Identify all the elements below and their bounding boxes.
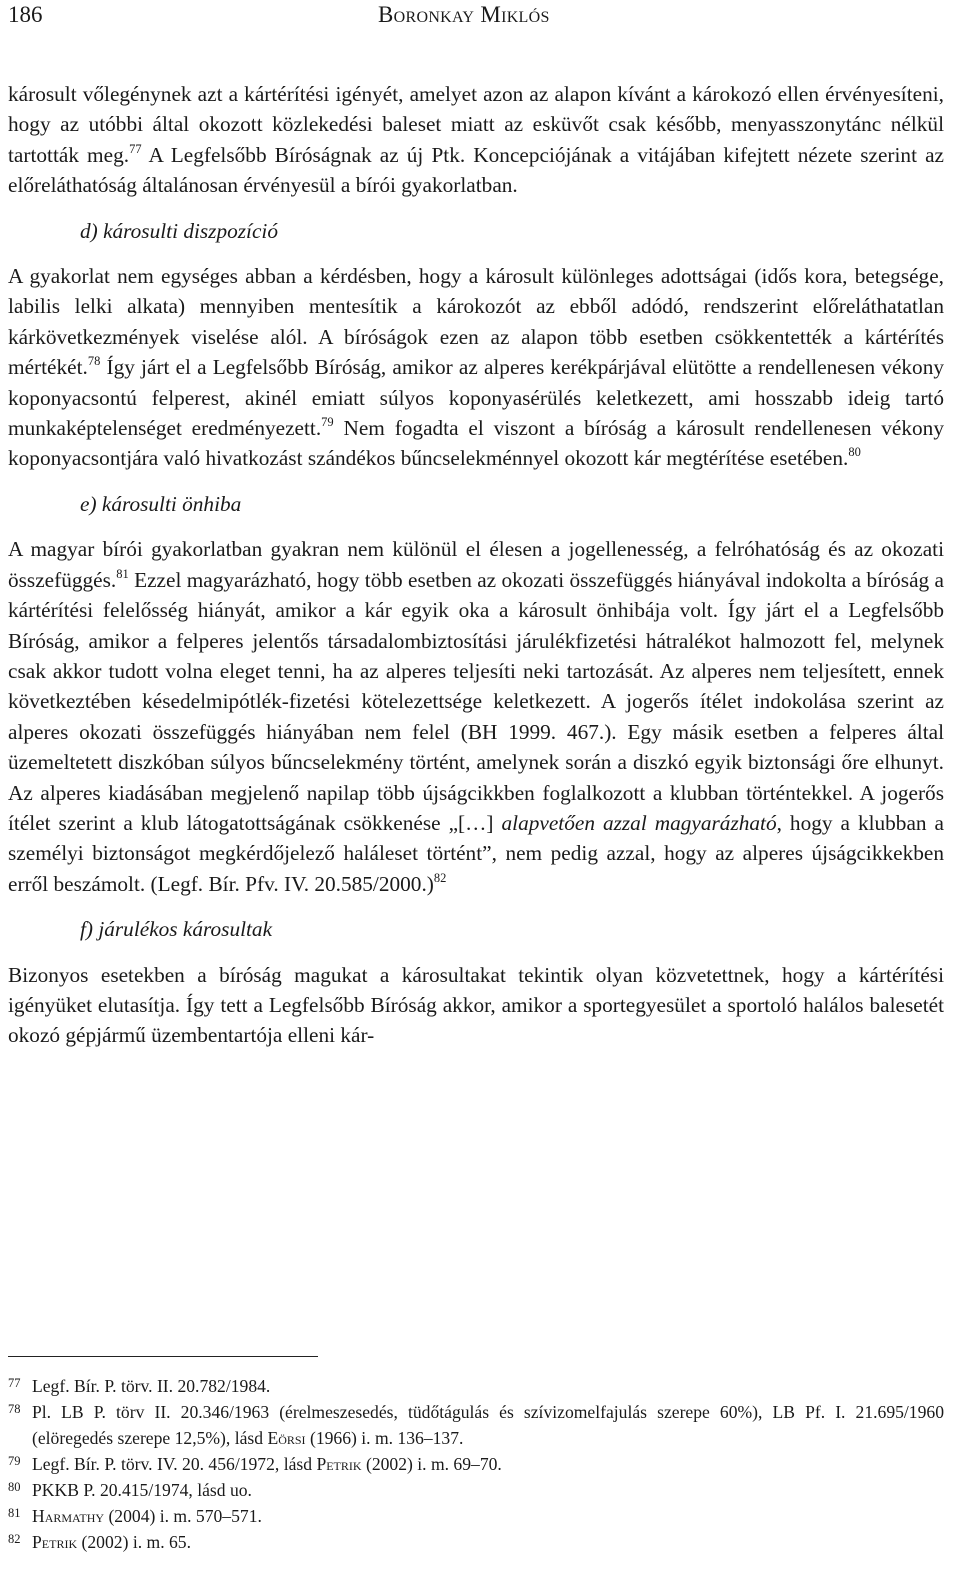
footnote-79 — [8, 1451, 944, 1477]
heading-f: f) járulékos károsultak — [80, 917, 273, 942]
footnote-text-part: Legf. Bír. P. törv. II. 20.782/1984. — [32, 1376, 271, 1396]
footnote-77 — [8, 1373, 944, 1399]
paragraph-1 — [8, 79, 944, 201]
body-text — [8, 79, 944, 1051]
footnote-number: 82 — [8, 1532, 21, 1546]
paragraph-3 — [8, 534, 944, 899]
footnote-text-part: Legf. Bír. P. törv. IV. 20. 456/1972, lásd — [32, 1454, 317, 1474]
footnote-text — [32, 1451, 944, 1477]
running-author: Boronkay Miklós — [378, 2, 550, 27]
paragraph-4: Bizonyos esetekben a bíróság magukat a károsultakat tekintik olyan közvetettnek, hogy a kártérítési igényüket elutasítja. Így tett a Legfelsőbb Bíróság akkor, amikor a sportegyesület a sportoló halálos balesetét okozó gépjármű üzembentartója elleni kár- — [8, 962, 944, 1048]
footnote-text-part: (2004) i. m. 570–571. — [104, 1506, 262, 1526]
footnote-number: 77 — [8, 1376, 21, 1390]
footnote-text-part: (1966) i. m. 136–137. — [305, 1428, 464, 1448]
footnote-number: 81 — [8, 1506, 21, 1520]
footnote-ref-81[interactable]: 81 — [116, 566, 129, 581]
heading-e: e) károsulti önhiba — [80, 491, 242, 516]
paragraph-2-text-a: A gyakorlat nem egységes abban a kérdésben, hogy a károsult különleges adottságai (idős kora, betegsége, labilis lelki alkata) mennyiben mentesítik a károkozót az ebből adódó, rendszerint előreláthatatlan kárkövetkezmények viselése alól. A bíróságok ezen az alapon több esetben csökkentették a kártérítés mértékét. — [8, 264, 944, 380]
footnote-ref-82[interactable]: 82 — [433, 870, 447, 885]
footnote-text — [32, 1399, 944, 1451]
footnote-ref-77[interactable]: 77 — [129, 141, 142, 156]
footnote-81 — [8, 1503, 944, 1529]
footnote-ref-78[interactable]: 78 — [87, 354, 101, 369]
paragraph-1-text-b: A Legfelsőbb Bíróságnak az új Ptk. Koncepciójának a vitájában kifejtett nézete szerint az előreláthatóság általánosan érvényesül a bírói gyakorlatban. — [8, 142, 944, 198]
paragraph-2 — [8, 261, 944, 474]
footnote-text-part: PKKB P. 20.415/1974, lásd uo. — [32, 1480, 252, 1500]
footnote-text — [32, 1529, 944, 1555]
paragraph-2-text-b: Így járt el a Legfelsőbb Bíróság, amikor az alperes kerékpárjával elütötte a rendellenesen vékony koponyacsontú felperest, akinél emiatt súlyos koponyasérülés keletkezett, ami hosszabb ideig tartó munkaképtelenséget eredményezett. — [8, 355, 944, 441]
footnote-number: 78 — [8, 1402, 21, 1416]
heading-d: d) károsulti diszpozíció — [80, 218, 278, 243]
paragraph-1-text-a: károsult vőlegénynek azt a kártérítési igényét, amelyet azon az alapon kívánt a károkozó ellen érvényesíteni, hogy az utóbbi által okozott közlekedési baleset miatt az esküvőt csak később, menyasszonytánc nélkül tartották meg. — [8, 82, 944, 167]
footnote-78 — [8, 1399, 944, 1451]
footnote-82 — [8, 1529, 944, 1555]
footnote-author: Eörsi — [267, 1428, 306, 1448]
footnote-author: Petrik — [32, 1532, 78, 1552]
footnote-divider — [8, 1356, 318, 1357]
footnote-author: Harmathy — [32, 1506, 105, 1526]
footnote-number: 79 — [8, 1454, 21, 1468]
paragraph-3-italic-quote: alapvetően azzal magyarázható — [501, 810, 777, 835]
footnote-text-part: Pl. LB P. törv II. 20.346/1963 (érelmeszesedés, tüdőtágulás és szívizomelfajulás szerepe 60%), LB Pf. I. 21.695/1960 (elöregedés szerepe 12,5%), lásd — [32, 1402, 944, 1448]
footnote-author: Petrik — [316, 1454, 362, 1474]
footnote-number: 80 — [8, 1480, 21, 1494]
footnotes — [8, 1373, 944, 1555]
footnote-text — [32, 1503, 944, 1529]
page-number: 186 — [8, 2, 43, 27]
footnote-ref-79[interactable]: 79 — [321, 414, 334, 429]
running-header — [8, 2, 944, 34]
footnote-80 — [8, 1477, 944, 1503]
footnote-text-part: (2002) i. m. 69–70. — [361, 1454, 502, 1474]
paragraph-3-text-c: , hogy a klubban a személyi biztonságot megkérdőjelező haláleset történt”, nem pedig azzal, hogy az alperes újságcikkekben erről beszámolt. (Legf. Bír. Pfv. IV. 20.585/2000.) — [8, 810, 944, 896]
paragraph-3-text-b: Ezzel magyarázható, hogy több esetben az okozati összefüggés hiányával indokolta a bíróság a kártérítési felelősség hiányát, amikor a kár egyik oka a károsult önhibája volt. Így járt el a Legfelsőbb Bíróság, amikor a felperes jelentős társadalombiztosítási járulékfizetési hátralékot halmozott fel, melynek csak akkor tudott volna eleget tenni, ha az alperes teljesíti neki tartozását. Az alperes nem teljesített, ennek következtében késedelmipótlék-fizetési kötelezettsége keletkezett. A jogerős ítélet indokolása szerint az alperes okozati összefüggés hiányában nem felel (BH 1999. 467.). Egy másik esetben a felperes által üzemeltetett diszkóban súlyos bűncselekmény történt, amelynek során a diszkó egyik biztonsági őre elhunyt. Az alperes kiadásában megjelenő napilap több újságcikkben foglalkozott a klubban történtekkel. A jogerős ítélet szerint a klub látogatottságának csökkenése „[…] — [8, 567, 944, 835]
paragraph-3-text-a: A magyar bírói gyakorlatban gyakran nem különül el élesen a jogellenesség, a felróhatóság és az okozati összefüggés. — [8, 537, 944, 592]
footnote-text — [32, 1477, 944, 1503]
footnote-text-part: (2002) i. m. 65. — [77, 1532, 191, 1552]
footnote-ref-80[interactable]: 80 — [848, 445, 861, 460]
paragraph-2-text-c: Nem fogadta el viszont a bíróság a károsult rendellenesen vékony koponyacsontjára való hivatkozást szándékos bűncselekménnyel okozott kár megtérítése esetében. — [8, 416, 944, 471]
footnote-text — [32, 1373, 944, 1399]
